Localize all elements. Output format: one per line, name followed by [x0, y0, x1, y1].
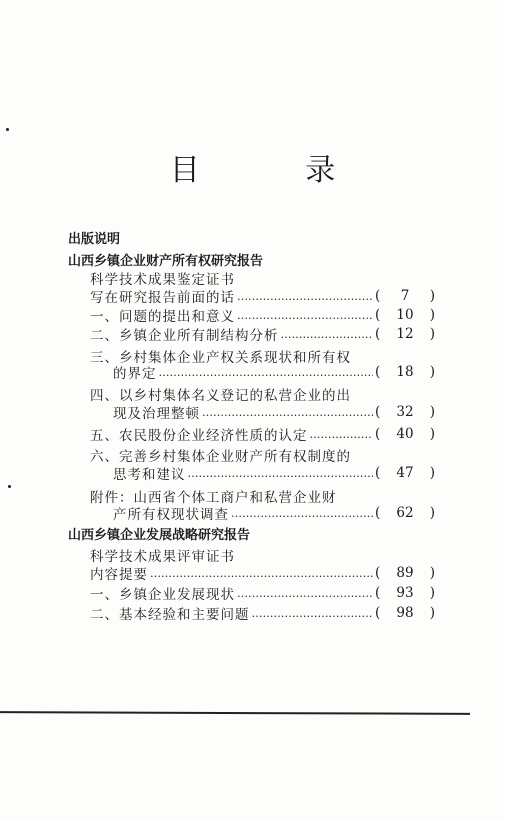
toc-entry-text: 二、基本经验和主要问题 — [90, 607, 250, 623]
toc-entry — [90, 286, 435, 306]
toc-leader-dots — [231, 507, 373, 520]
toc-entry-text: 的界定 — [113, 366, 157, 382]
toc-entry — [90, 424, 435, 444]
toc-leader-dots — [310, 428, 374, 441]
toc-entry — [113, 503, 435, 523]
toc-leader-dots — [252, 607, 374, 620]
toc-page-ref: ( 62 ) — [375, 505, 435, 521]
toc-entry-text: 现及治理整顿 — [113, 406, 200, 422]
toc-page-ref: ( 18 ) — [375, 364, 435, 380]
page-title: 目 录 — [169, 153, 384, 188]
toc-entry — [113, 463, 435, 483]
toc-page-ref: ( 40 ) — [375, 426, 435, 442]
toc-line: 六、完善乡村集体企业财产所有权制度的 — [90, 449, 351, 465]
toc-entry-text: 一、问题的提出和意义 — [90, 309, 235, 325]
toc-entry-text: 五、农民股份企业经济性质的认定 — [90, 428, 308, 444]
toc-page-ref: ( 10 ) — [375, 307, 435, 323]
section-heading-strategy-report: 山西乡镇企业发展战略研究报告 — [68, 528, 251, 543]
section-heading-publication-note: 出版说明 — [68, 232, 121, 247]
toc-page-ref: ( 98 ) — [375, 605, 435, 621]
toc-leader-dots — [188, 467, 374, 480]
toc-page-ref: ( 32 ) — [375, 404, 435, 420]
toc-entry — [90, 324, 435, 344]
toc-entry-text: 内容提要 — [90, 567, 148, 583]
toc-entry-text: 思考和建议 — [113, 467, 186, 483]
toc-line: 三、乡村集体企业产权关系现状和所有权 — [90, 350, 351, 366]
toc-entry-text: 二、乡镇企业所有制结构分析 — [90, 328, 279, 344]
scan-speck — [8, 485, 11, 488]
scan-edge-line — [0, 711, 470, 715]
toc-page-ref: ( 93 ) — [375, 585, 435, 601]
toc-page-ref: ( 12 ) — [375, 326, 435, 342]
toc-line: 附件：山西省个体工商户和私营企业财 — [90, 490, 337, 506]
toc-entry — [113, 362, 435, 382]
toc-leader-dots — [202, 406, 373, 419]
toc-page-ref: ( 89 ) — [375, 565, 435, 581]
toc-line-certificate-2: 科学技术成果评审证书 — [90, 549, 235, 565]
toc-entry — [90, 583, 435, 603]
toc-page-ref: ( 47 ) — [375, 465, 435, 481]
toc-leader-dots — [237, 290, 373, 303]
toc-leader-dots — [237, 587, 373, 600]
toc-entry-text: 产所有权现状调查 — [113, 507, 229, 523]
toc-entry-text: 一、乡镇企业发展现状 — [90, 587, 235, 603]
toc-line-certificate-1: 科学技术成果鉴定证书 — [90, 272, 235, 288]
toc-leader-dots — [159, 366, 374, 379]
toc-line: 四、以乡村集体名义登记的私营企业的出 — [90, 388, 351, 404]
toc-leader-dots — [150, 567, 373, 580]
toc-entry-text: 写在研究报告前面的话 — [90, 290, 235, 306]
toc-entry — [113, 402, 435, 422]
toc-leader-dots — [237, 309, 373, 322]
toc-entry — [90, 603, 435, 623]
toc-entry — [90, 563, 435, 583]
toc-leader-dots — [281, 328, 374, 341]
toc-page-ref: ( 7 ) — [375, 288, 435, 304]
section-heading-property-report: 山西乡镇企业财产所有权研究报告 — [68, 254, 264, 269]
toc-entry — [90, 305, 435, 325]
scan-speck — [6, 128, 9, 131]
